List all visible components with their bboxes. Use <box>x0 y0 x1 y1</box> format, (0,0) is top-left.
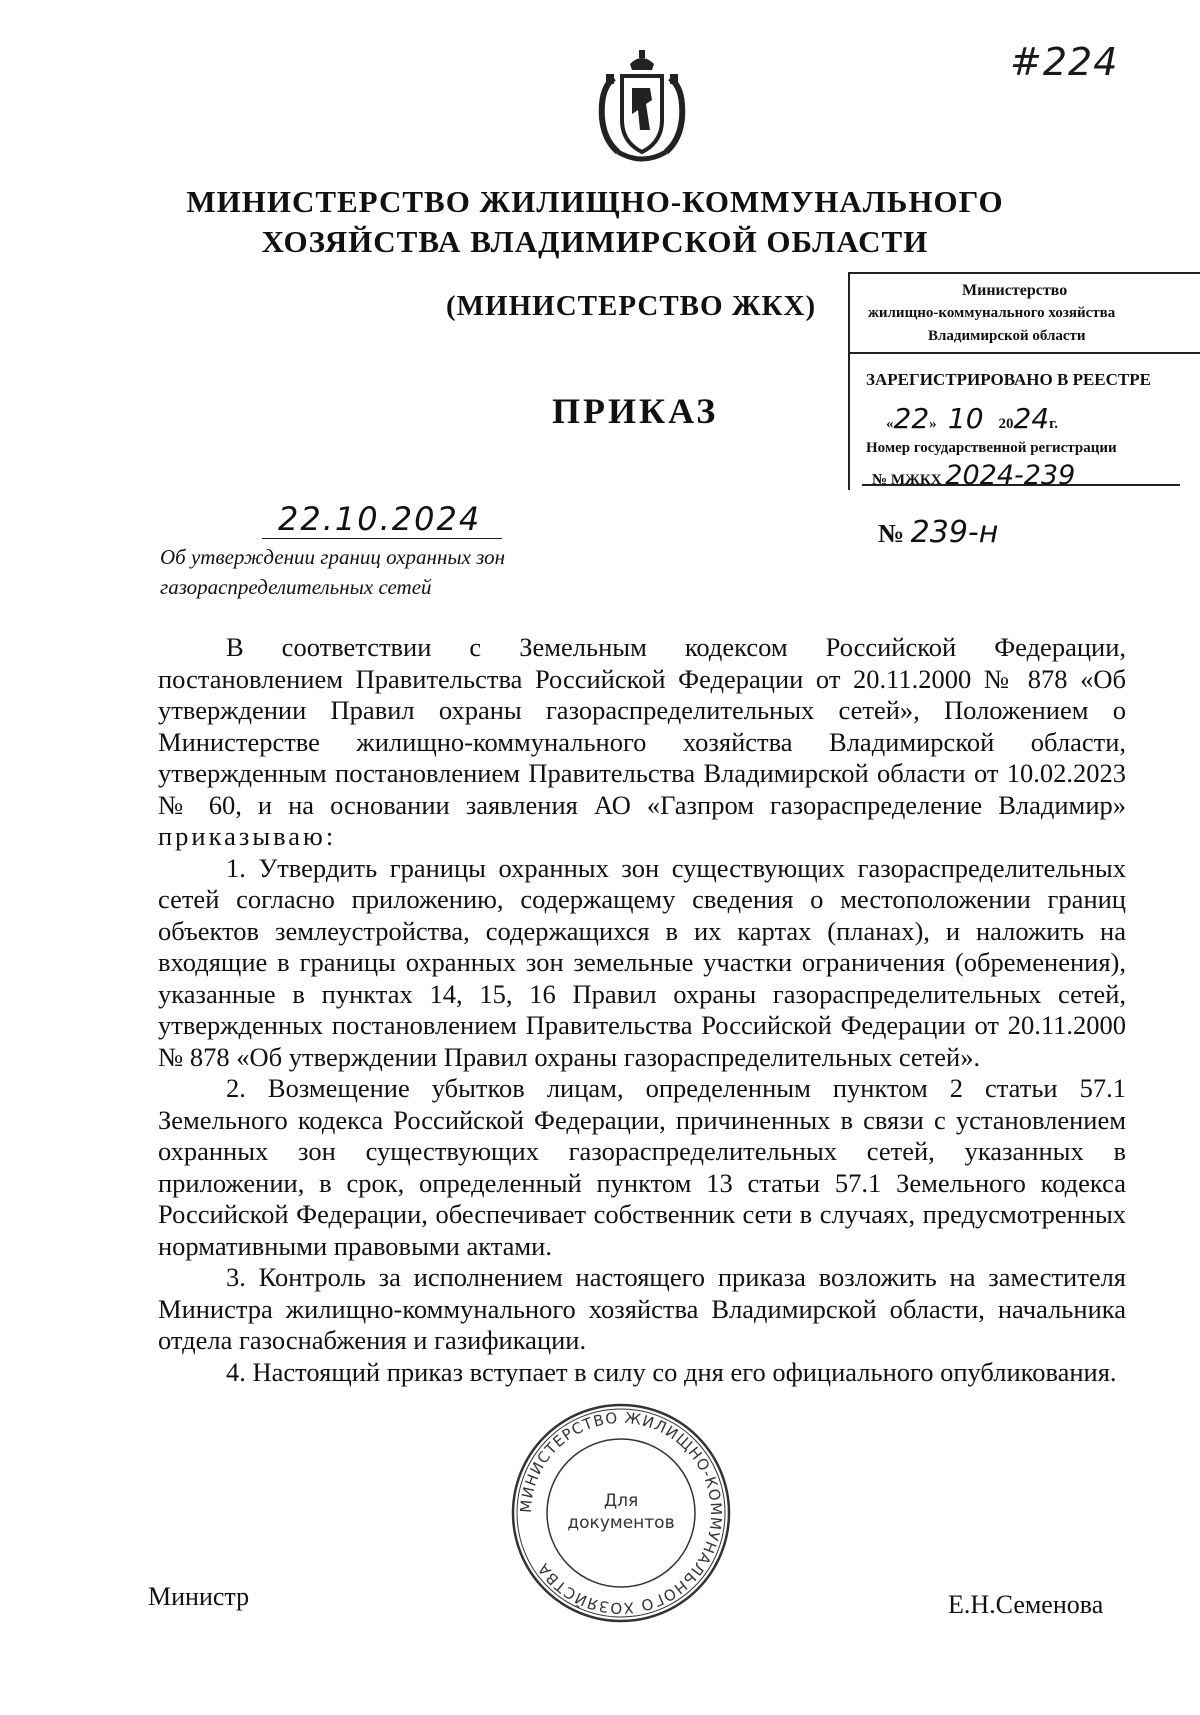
signer-title: Министр <box>148 1582 250 1611</box>
document-subject <box>160 542 600 602</box>
stamp-date-close-quote: » <box>929 416 937 432</box>
document-subject-line1: Об утверждении границ охранных зон <box>160 545 506 569</box>
stamp-date-day: 22 <box>893 402 930 435</box>
stamp-date-month: 10 <box>947 402 984 435</box>
stamp-number-value: 2024-239 <box>945 460 1076 491</box>
stamp-number-prefix: № МЖКХ <box>872 472 942 488</box>
organization-short-name: (МИНИСТЕРСТВО ЖКХ) <box>446 290 817 322</box>
body-item-3: 3. Контроль за исполнением настоящего приказа возложить на заместителя Министра жилищно-коммунального хозяйства Владимирской области, начальника отдела газоснабжения и газификации. <box>158 1262 1126 1355</box>
stamp-registration-date <box>886 402 1058 435</box>
registration-stamp <box>848 272 1200 490</box>
organization-title-line2: ХОЗЯЙСТВА ВЛАДИМИРСКОЙ ОБЛАСТИ <box>261 224 929 259</box>
document-date-underline <box>262 538 502 539</box>
stamp-date-year-prefix: 20 <box>998 416 1014 432</box>
document-date: 22.10.2024 <box>278 500 482 538</box>
document-number <box>878 515 998 550</box>
organization-title-line1: МИНИСТЕРСТВО ЖИЛИЩНО-КОММУНАЛЬНОГО <box>186 184 1004 219</box>
order-title: ПРИКАЗ <box>552 391 719 431</box>
stamp-middle-border <box>850 352 1200 354</box>
stamp-top-border <box>850 272 1200 274</box>
stamp-date-open-quote: « <box>886 416 894 432</box>
body-item-1: 1. Утвердить границы охранных зон существующих газораспределительных сетей согласно приложению, содержащему сведения о местоположении границ объектов землеустройства, содержащихся в их картах (планах), и наложить на входящие в границы охранных зон земельные участки ограничения (обременения), указанные в пунктах 14, 15, 16 Правил охраны газораспределительных сетей, утвержденных постановлением Правительства Российской Федерации от 20.11.2000 № 878 «Об утверждении Правил охраны газораспределительных сетей». <box>158 852 1126 1072</box>
stamp-date-year-unit: г. <box>1049 416 1059 432</box>
stamp-registration-number <box>872 460 1075 491</box>
document-subject-line2: газораспределительных сетей <box>160 575 432 599</box>
coat-of-arms-emblem-icon <box>592 48 692 166</box>
signer-name: Е.Н.Семенова <box>948 1590 1104 1619</box>
stamp-org-line2: жилищно-коммунального хозяйства <box>868 305 1116 321</box>
body-item-4: 4. Настоящий приказ вступает в силу со дня его официального опубликования. <box>226 1356 1117 1387</box>
body-order-word: приказываю: <box>158 821 337 851</box>
stamp-org-line3: Владимирской области <box>928 328 1086 344</box>
body-preamble <box>158 632 1126 853</box>
document-number-prefix: № <box>878 519 905 548</box>
body-preamble-text: В соответствии с Земельным кодексом Российской Федерации, постановлением Правительства Российской Федерации от 20.11.2000 № 878 «Об утверждении Правил охраны газораспределительных сетей», Положением о Министерстве жилищно-коммунального хозяйства Владимирской области, утвержденным постановлением Правительства Владимирской области от 10.02.2023 № 60, и на основании заявления АО «Газпром газораспределение Владимир» <box>158 632 1126 820</box>
body-item-2: 2. Возмещение убытков лицам, определенным пунктом 2 статьи 57.1 Земельного кодекса Российской Федерации, причиненных в связи с установлением охранных зон существующих газораспределительных сетей, указанных в приложении, в срок, определенный пунктом 13 статьи 57.1 Земельного кодекса Российской Федерации, обеспечивает собственник сети в случаях, предусмотренных нормативными правовыми актами. <box>158 1073 1126 1261</box>
organization-title <box>170 182 1020 262</box>
stamp-date-year-suffix: 24 <box>1013 402 1050 435</box>
document-number-value: 239-н <box>910 515 999 550</box>
handwritten-note: #224 <box>1010 40 1119 84</box>
seal-center-line2: документов <box>567 1513 675 1533</box>
stamp-org-line1: Министерство <box>962 282 1068 299</box>
stamp-number-label: Номер государственной регистрации <box>866 440 1117 456</box>
seal-ring-text: МИНИСТЕРСТВО ЖИЛИЩНО-КОММУНАЛЬНОГО ХОЗЯЙСТВА <box>516 1408 726 1618</box>
official-seal-icon <box>508 1400 734 1626</box>
document-body <box>158 632 1126 1388</box>
stamp-registered-label: ЗАРЕГИСТРИРОВАНО В РЕЕСТРЕ <box>866 370 1151 389</box>
seal-center-line1: Для <box>603 1491 639 1511</box>
